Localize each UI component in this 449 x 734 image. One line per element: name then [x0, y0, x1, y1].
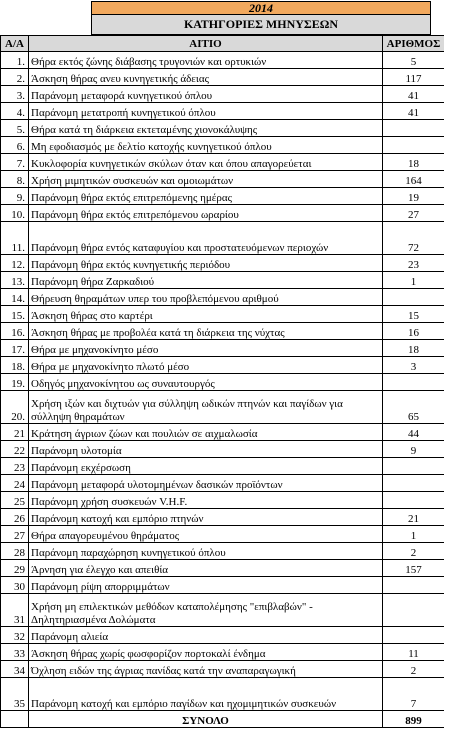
- row-cause-cell: Παράνομη μετατροπή κυνηγετικού όπλου: [29, 103, 383, 120]
- row-number-cell: 31: [1, 594, 29, 627]
- row-count-cell: 117: [383, 69, 445, 86]
- row-cause-cell: Όχληση ειδών της άγριας πανίδας κατά την αναπαραγωγική: [29, 661, 383, 678]
- column-header-num: Α/Α: [1, 36, 29, 52]
- row-cause-cell: Παράνομη ρίψη απορριμμάτων: [29, 577, 383, 594]
- row-count-cell: 65: [383, 391, 445, 424]
- row-number-cell: 14.: [1, 289, 29, 306]
- table-title: ΚΑΤΗΓΟΡΙΕΣ ΜΗΝΥΣΕΩΝ: [91, 15, 431, 35]
- row-cause-cell: Άσκηση θήρας χωρίς φωσφορίζον πορτοκαλί ένδημα: [29, 644, 383, 661]
- row-cause-cell: Παράνομη παραχώρηση κυνηγετικού όπλου: [29, 543, 383, 560]
- table-row: [1, 661, 445, 678]
- row-cause-cell: Άσκηση θήρας στο καρτέρι: [29, 306, 383, 323]
- row-cause-cell: Παράνομη χρήση συσκευών V.H.F.: [29, 492, 383, 509]
- row-cause-cell: Παράνομη μεταφορά υλοτομημένων δασικών προϊόντων: [29, 475, 383, 492]
- column-header-cause: ΑΙΤΙΟ: [29, 36, 383, 52]
- table-row: [1, 171, 445, 188]
- row-cause-cell: Θήρευση θηραμάτων υπερ του προβλεπόμενου αριθμού: [29, 289, 383, 306]
- table-row: [1, 205, 445, 222]
- row-number-cell: 27: [1, 526, 29, 543]
- row-count-cell: 21: [383, 509, 445, 526]
- row-number-cell: 22: [1, 441, 29, 458]
- row-cause-cell: Οδηγός μηχανοκίνητου ως συναυτουργός: [29, 374, 383, 391]
- row-count-cell: 27: [383, 205, 445, 222]
- row-count-cell: 18: [383, 340, 445, 357]
- row-cause-cell: Άρνηση για έλεγχο και απειθία: [29, 560, 383, 577]
- table-row: [1, 560, 445, 577]
- table-row: [1, 306, 445, 323]
- row-cause-cell: Θήρα κατά τη διάρκεια εκτεταμένης χιονοκάλυψης: [29, 120, 383, 137]
- table-row: [1, 627, 445, 644]
- row-count-cell: [383, 458, 445, 475]
- row-cause-cell: Παράνομη θήρα Ζαρκαδιού: [29, 272, 383, 289]
- table-row: [1, 543, 445, 560]
- page-edge: [444, 0, 449, 734]
- row-number-cell: 16.: [1, 323, 29, 340]
- row-cause-cell: Παράνομη θήρα εκτός επιτρεπόμενου ωραρίου: [29, 205, 383, 222]
- row-count-cell: 44: [383, 424, 445, 441]
- row-cause-cell: Παράνομη αλιεία: [29, 627, 383, 644]
- row-number-cell: 32: [1, 627, 29, 644]
- row-count-cell: 16: [383, 323, 445, 340]
- row-count-cell: [383, 577, 445, 594]
- table-row: [1, 357, 445, 374]
- row-cause-cell: Κράτηση άγριων ζώων και πουλιών σε αιχμαλωσία: [29, 424, 383, 441]
- row-count-cell: 3: [383, 357, 445, 374]
- table-row: [1, 188, 445, 205]
- row-count-cell: [383, 475, 445, 492]
- table-row: [1, 69, 445, 86]
- row-number-cell: 2.: [1, 69, 29, 86]
- row-count-cell: 72: [383, 222, 445, 255]
- row-number-cell: 4.: [1, 103, 29, 120]
- table-row: [1, 222, 445, 255]
- row-number-cell: 8.: [1, 171, 29, 188]
- row-count-cell: 164: [383, 171, 445, 188]
- row-number-cell: 9.: [1, 188, 29, 205]
- row-cause-cell: Κυκλοφορία κυνηγετικών σκύλων όταν και όπου απαγορεύεται: [29, 154, 383, 171]
- column-header-count: ΑΡΙΘΜΟΣ: [383, 36, 445, 52]
- row-number-cell: 10.: [1, 205, 29, 222]
- row-cause-cell: Παράνομη θήρα εντός καταφυγίου και προστατευόμενων περιοχών: [29, 222, 383, 255]
- row-cause-cell: Θήρα απαγορευμένου θηράματος: [29, 526, 383, 543]
- row-number-cell: 24: [1, 475, 29, 492]
- total-row: [1, 711, 445, 728]
- row-number-cell: 23: [1, 458, 29, 475]
- row-count-cell: 2: [383, 661, 445, 678]
- table-body: [1, 52, 445, 711]
- row-count-cell: [383, 137, 445, 154]
- year-header: 2014: [91, 1, 431, 15]
- row-count-cell: 18: [383, 154, 445, 171]
- row-cause-cell: Παράνομη εκχέρσωση: [29, 458, 383, 475]
- offenses-table: [0, 35, 445, 728]
- row-cause-cell: Χρήση ιξών και διχτυών για σύλληψη ωδικών πτηνών και παγίδων για σύλληψη θηραμάτων: [29, 391, 383, 424]
- row-cause-cell: Παράνομη θήρα εκτός κυνηγετικής περιόδου: [29, 255, 383, 272]
- table-row: [1, 289, 445, 306]
- row-number-cell: 26: [1, 509, 29, 526]
- row-count-cell: [383, 594, 445, 627]
- row-cause-cell: Θήρα με μηχανοκίνητο πλωτό μέσο: [29, 357, 383, 374]
- table-row: [1, 458, 445, 475]
- row-cause-cell: Χρήση μιμητικών συσκευών και ομοιωμάτων: [29, 171, 383, 188]
- table-row: [1, 137, 445, 154]
- row-cause-cell: Άσκηση θήρας ανευ κυνηγετικής άδειας: [29, 69, 383, 86]
- table-row: [1, 323, 445, 340]
- row-count-cell: 7: [383, 678, 445, 711]
- row-cause-cell: Παράνομη υλοτομία: [29, 441, 383, 458]
- row-number-cell: 6.: [1, 137, 29, 154]
- table-row: [1, 103, 445, 120]
- row-number-cell: 1.: [1, 52, 29, 69]
- row-count-cell: 5: [383, 52, 445, 69]
- row-cause-cell: Θήρα με μηχανοκίνητο μέσο: [29, 340, 383, 357]
- row-count-cell: 157: [383, 560, 445, 577]
- row-number-cell: 18.: [1, 357, 29, 374]
- row-count-cell: [383, 289, 445, 306]
- row-number-cell: 7.: [1, 154, 29, 171]
- row-number-cell: 34: [1, 661, 29, 678]
- row-number-cell: 12.: [1, 255, 29, 272]
- table-row: [1, 577, 445, 594]
- table-row: [1, 154, 445, 171]
- row-number-cell: 29: [1, 560, 29, 577]
- table-row: [1, 475, 445, 492]
- row-count-cell: 2: [383, 543, 445, 560]
- row-cause-cell: Παράνομη μεταφορά κυνηγετικού όπλου: [29, 86, 383, 103]
- table-row: [1, 86, 445, 103]
- row-count-cell: 41: [383, 86, 445, 103]
- row-count-cell: 15: [383, 306, 445, 323]
- row-number-cell: 25: [1, 492, 29, 509]
- total-label: ΣΥΝΟΛΟ: [29, 711, 383, 728]
- row-cause-cell: Χρήση μη επιλεκτικών μεθόδων καταπολέμησης "επιβλαβών" - Δηλητηριασμένα Δολώματα: [29, 594, 383, 627]
- row-number-cell: 28: [1, 543, 29, 560]
- table-row: [1, 374, 445, 391]
- total-num-cell: [1, 711, 29, 728]
- row-count-cell: [383, 627, 445, 644]
- table-row: [1, 644, 445, 661]
- table-row: [1, 255, 445, 272]
- table-row: [1, 424, 445, 441]
- total-count: 899: [383, 711, 445, 728]
- table-row: [1, 391, 445, 424]
- table-row: [1, 441, 445, 458]
- table-row: [1, 340, 445, 357]
- row-count-cell: 1: [383, 526, 445, 543]
- table-row: [1, 594, 445, 627]
- row-count-cell: 23: [383, 255, 445, 272]
- row-number-cell: 30: [1, 577, 29, 594]
- row-number-cell: 15.: [1, 306, 29, 323]
- row-number-cell: 3.: [1, 86, 29, 103]
- row-number-cell: 13.: [1, 272, 29, 289]
- table-row: [1, 120, 445, 137]
- row-number-cell: 20.: [1, 391, 29, 424]
- table-row: [1, 52, 445, 69]
- row-count-cell: 11: [383, 644, 445, 661]
- row-number-cell: 17.: [1, 340, 29, 357]
- row-count-cell: 41: [383, 103, 445, 120]
- row-number-cell: 11.: [1, 222, 29, 255]
- row-number-cell: 33: [1, 644, 29, 661]
- row-cause-cell: Παράνομη θήρα εκτός επιτρεπόμενης ημέρας: [29, 188, 383, 205]
- table-row: [1, 526, 445, 543]
- column-header-row: [1, 36, 445, 52]
- row-count-cell: [383, 120, 445, 137]
- row-number-cell: 35: [1, 678, 29, 711]
- table-row: [1, 272, 445, 289]
- row-cause-cell: Παράνομη κατοχή και εμπόριο παγίδων και ηχομιμητικών συσκευών: [29, 678, 383, 711]
- table-row: [1, 678, 445, 711]
- row-number-cell: 19.: [1, 374, 29, 391]
- row-cause-cell: Μη εφοδιασμός με δελτίο κατοχής κυνηγετικού όπλου: [29, 137, 383, 154]
- table-row: [1, 509, 445, 526]
- table-row: [1, 492, 445, 509]
- row-cause-cell: Παράνομη κατοχή και εμπόριο πτηνών: [29, 509, 383, 526]
- row-count-cell: [383, 374, 445, 391]
- row-cause-cell: Άσκηση θήρας με προβολέα κατά τη διάρκεια της νύχτας: [29, 323, 383, 340]
- row-count-cell: 1: [383, 272, 445, 289]
- row-number-cell: 5.: [1, 120, 29, 137]
- row-count-cell: [383, 492, 445, 509]
- row-count-cell: 9: [383, 441, 445, 458]
- row-count-cell: 19: [383, 188, 445, 205]
- row-cause-cell: Θήρα εκτός ζώνης διάβασης τρυγονιών και ορτυκιών: [29, 52, 383, 69]
- row-number-cell: 21: [1, 424, 29, 441]
